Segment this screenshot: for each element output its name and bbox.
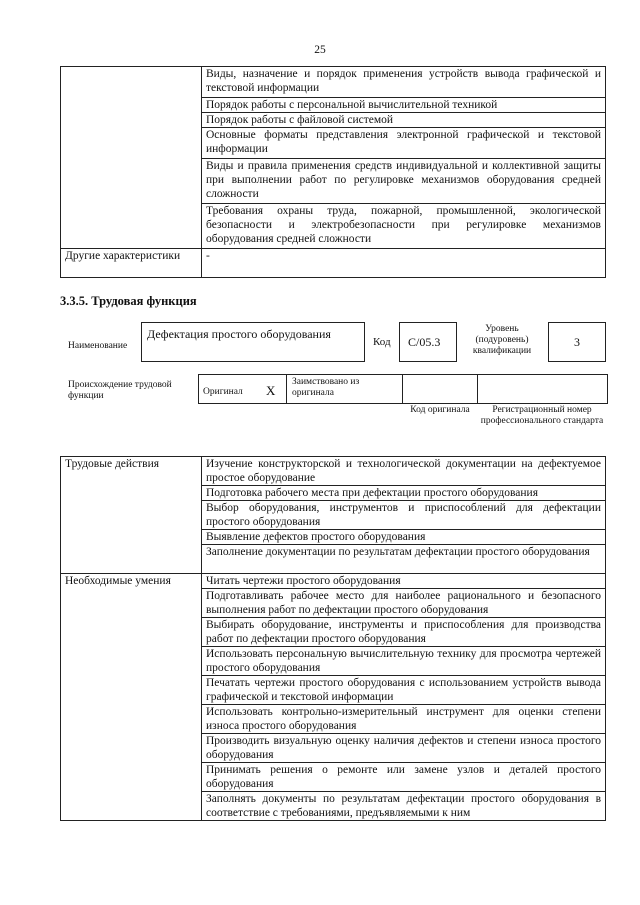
labor-action-item: Заполнение документации по результатам дефектации простого оборудования — [202, 545, 606, 574]
name-box — [141, 322, 365, 362]
skill-item: Использовать контрольно-измерительный инструмент для оценки степени износа простого оборудования — [202, 705, 606, 734]
reg-number-label: Регистрационный номер профессионального стандарта — [480, 405, 604, 426]
level-value: 3 — [574, 335, 580, 349]
level-box — [548, 322, 606, 362]
section-title: 3.3.5. Трудовая функция — [60, 294, 197, 308]
skill-item: Выбирать оборудование, инструменты и приспособления для производства работ по дефектации простого оборудования — [202, 618, 606, 647]
skills-label: Необходимые умения — [61, 574, 202, 821]
labor-action-item: Изучение конструкторской и технологической документации на дефектуемое простое оборудование — [202, 457, 606, 486]
skill-item: Читать чертежи простого оборудования — [202, 574, 606, 589]
name-value: Дефектация простого оборудования — [147, 327, 331, 341]
origin-label: Происхождение трудовой функции — [68, 380, 172, 401]
labor-action-item: Выбор оборудования, инструментов и приспособлений для дефектации простого оборудования — [202, 501, 606, 530]
code-value: C/05.3 — [408, 335, 441, 349]
code-label: Код — [373, 336, 391, 348]
labor-function-table — [60, 456, 606, 821]
borrowed-label: Заимствовано из оригинала — [292, 377, 360, 398]
empty-label-cell — [61, 67, 202, 249]
knowledge-item: Порядок работы с файловой системой — [202, 113, 606, 128]
skill-item: Заполнять документы по результатам дефектации простого оборудования в соответствие с требованиями, предъявляемыми к ним — [202, 792, 606, 821]
knowledge-table-continuation — [60, 66, 606, 278]
knowledge-item: Требования охраны труда, пожарной, промышленной, экологической безопасности и электробезопасности при регулировке механизмов оборудования средней сложности — [202, 204, 606, 249]
knowledge-item: Виды и правила применения средств индивидуальной и коллективной защиты при выполнении работ по регулировке механизмов оборудования средней сложности — [202, 159, 606, 204]
code-box — [399, 322, 457, 362]
knowledge-item: Виды, назначение и порядок применения устройств вывода графической и текстовой информации — [202, 67, 606, 98]
origin-divider — [286, 374, 287, 403]
skill-item: Производить визуальную оценку наличия дефектов и степени износа простого оборудования — [202, 734, 606, 763]
labor-action-item: Выявление дефектов простого оборудования — [202, 530, 606, 545]
code-original-label: Код оригинала — [410, 405, 470, 415]
page-number: 25 — [314, 44, 326, 56]
knowledge-item: Порядок работы с персональной вычислительной техникой — [202, 98, 606, 113]
other-characteristics-label: Другие характеристики — [61, 249, 202, 278]
skill-item: Подготавливать рабочее место для наиболее рационального и безопасного выполнения работ по дефектации простого оборудования — [202, 589, 606, 618]
level-label: Уровень (подуровень) квалификации — [472, 324, 532, 356]
origin-divider — [402, 374, 403, 403]
original-mark: X — [266, 383, 276, 398]
origin-divider — [477, 374, 478, 403]
other-characteristics-value: - — [202, 249, 606, 278]
skill-item: Принимать решения о ремонте или замене узлов и деталей простого оборудования — [202, 763, 606, 792]
labor-action-item: Подготовка рабочего места при дефектации простого оборудования — [202, 486, 606, 501]
name-label: Наименование — [68, 341, 128, 351]
skill-item: Печатать чертежи простого оборудования с использованием устройств вывода графической и текстовой информации — [202, 676, 606, 705]
origin-row-box — [198, 374, 608, 404]
original-label: Оригинал — [203, 387, 243, 397]
knowledge-item: Основные форматы представления электронной графической и текстовой информации — [202, 128, 606, 159]
skill-item: Использовать персональную вычислительную технику для просмотра чертежей простого оборудования — [202, 647, 606, 676]
labor-actions-label: Трудовые действия — [61, 457, 202, 574]
